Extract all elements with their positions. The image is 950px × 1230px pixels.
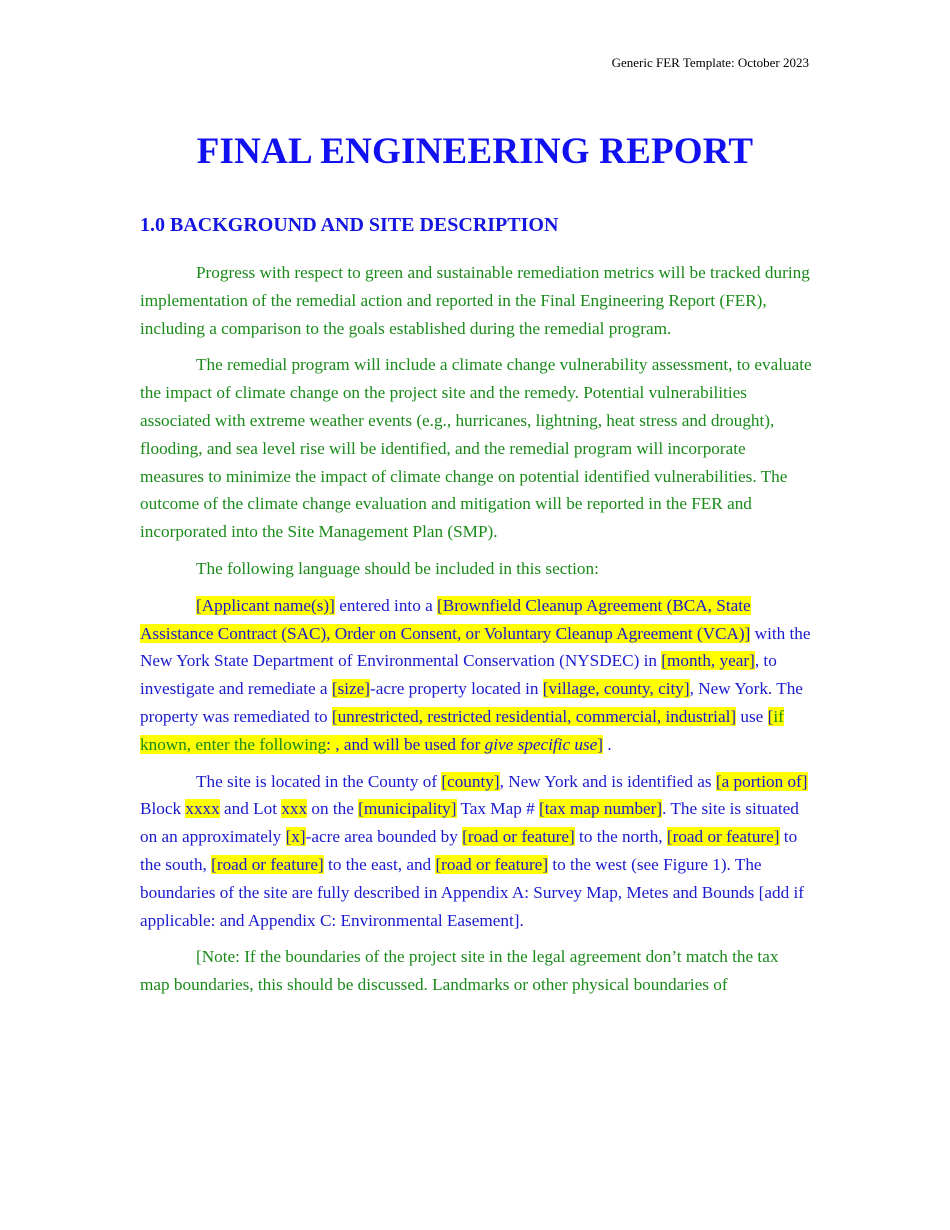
section-heading: 1.0 BACKGROUND AND SITE DESCRIPTION — [140, 214, 559, 236]
placeholder-lot: xxx — [281, 799, 308, 819]
text-segment: -acre area bounded by — [305, 827, 463, 847]
text-segment: ] — [597, 734, 604, 754]
paragraph-language-instruction: The following language should be included in this section: — [196, 558, 599, 578]
text-segment: to the north, — [574, 827, 667, 847]
paragraph-climate-assessment: The remedial program will include a climate change vulnerability assessment, to evaluate the impact of climate change on the project site and the remedy. Potential vulnerabilities associated with extreme weather events (e.g., hurricanes, lightning, heat stress and drought), flooding, and sea level rise will be identified, and the remedial program will incorporate measures to minimize the impact of climate change on potential identified vulnerabilities. The outcome of the climate change evaluation and mitigation will be reported in the FER and incorporated into the Site Management Plan (SMP). — [140, 355, 812, 542]
text-segment: , New York and is identified as — [499, 771, 716, 791]
paragraph-site-location — [140, 768, 812, 935]
text-segment: , to investigate and remediate a — [140, 651, 777, 699]
text-segment: . — [603, 734, 612, 754]
text-segment: [ — [767, 706, 774, 726]
paragraph-agreement — [140, 592, 812, 759]
placeholder-north-boundary: [road or feature] — [462, 827, 575, 847]
report-title: FINAL ENGINEERING REPORT — [196, 131, 754, 172]
text-segment: Tax Map # — [456, 799, 539, 819]
placeholder-municipality: [municipality] — [358, 799, 457, 819]
placeholder-size: [size] — [331, 679, 371, 699]
placeholder-applicant-name: [Applicant name(s)] — [196, 595, 335, 615]
placeholder-east-boundary: [road or feature] — [211, 854, 324, 874]
text-segment: with the New York State Department of Environmental Conservation (NYSDEC) in — [140, 623, 811, 671]
text-segment: and Lot — [219, 799, 282, 819]
text-segment: on the — [307, 799, 359, 819]
placeholder-tax-map-number: [tax map number] — [539, 799, 663, 819]
text-segment: -acre property located in — [370, 679, 543, 699]
text-segment: . The site is situated on an approximately — [140, 799, 799, 847]
placeholder-portion: [a portion of] — [715, 771, 808, 791]
placeholder-use-type: [unrestricted, restricted residential, commercial, industrial] — [331, 706, 737, 726]
text-segment: , New York. The property was remediated to — [140, 679, 803, 726]
text-segment: Block — [140, 799, 186, 819]
placeholder-month-year: [month, year] — [661, 651, 755, 671]
paragraph-boundary-note: [Note: If the boundaries of the project site in the legal agreement don’t match the tax map boundaries, this should be discussed. Landmarks or other physical boundaries of — [140, 947, 779, 995]
placeholder-county: [county] — [441, 771, 500, 791]
placeholder-acreage: [x] — [285, 827, 306, 847]
text-segment: to the west (see Figure 1). The boundaries of the site are fully described in Appendix A: Survey Map, Metes and Bounds [add if applicable: and Appendix C: Environmental Easement]. — [140, 854, 804, 930]
placeholder-specific-use: give specific use — [484, 734, 598, 754]
placeholder-west-boundary: [road or feature] — [435, 854, 549, 874]
text-segment: to the south, — [140, 827, 798, 874]
text-segment: to the east, and — [323, 854, 436, 874]
text-segment: The site is located in the County of — [196, 771, 442, 791]
report-body — [140, 259, 812, 1008]
paragraph-gsr-metrics: Progress with respect to green and sustainable remediation metrics will be tracked during implementation of the remedial action and reported in the Final Engineering Report (FER), including a comparison to the goals established during the remedial program. — [140, 263, 810, 338]
placeholder-agreement-type: [Brownfield Cleanup Agreement (BCA, State Assistance Contract (SAC), Order on Consent, or Voluntary Cleanup Agreement (VCA)] — [140, 595, 751, 643]
placeholder-south-boundary: [road or feature] — [666, 827, 780, 847]
placeholder-location: [village, county, city] — [542, 679, 690, 699]
template-header: Generic FER Template: October 2023 — [611, 55, 809, 70]
text-segment: : , and will be used for — [326, 734, 485, 754]
instruction-if-known: if known, enter the following — [140, 706, 784, 754]
text-segment: entered into a — [334, 595, 438, 615]
text-segment: use — [736, 706, 768, 726]
placeholder-block: xxxx — [185, 799, 220, 819]
